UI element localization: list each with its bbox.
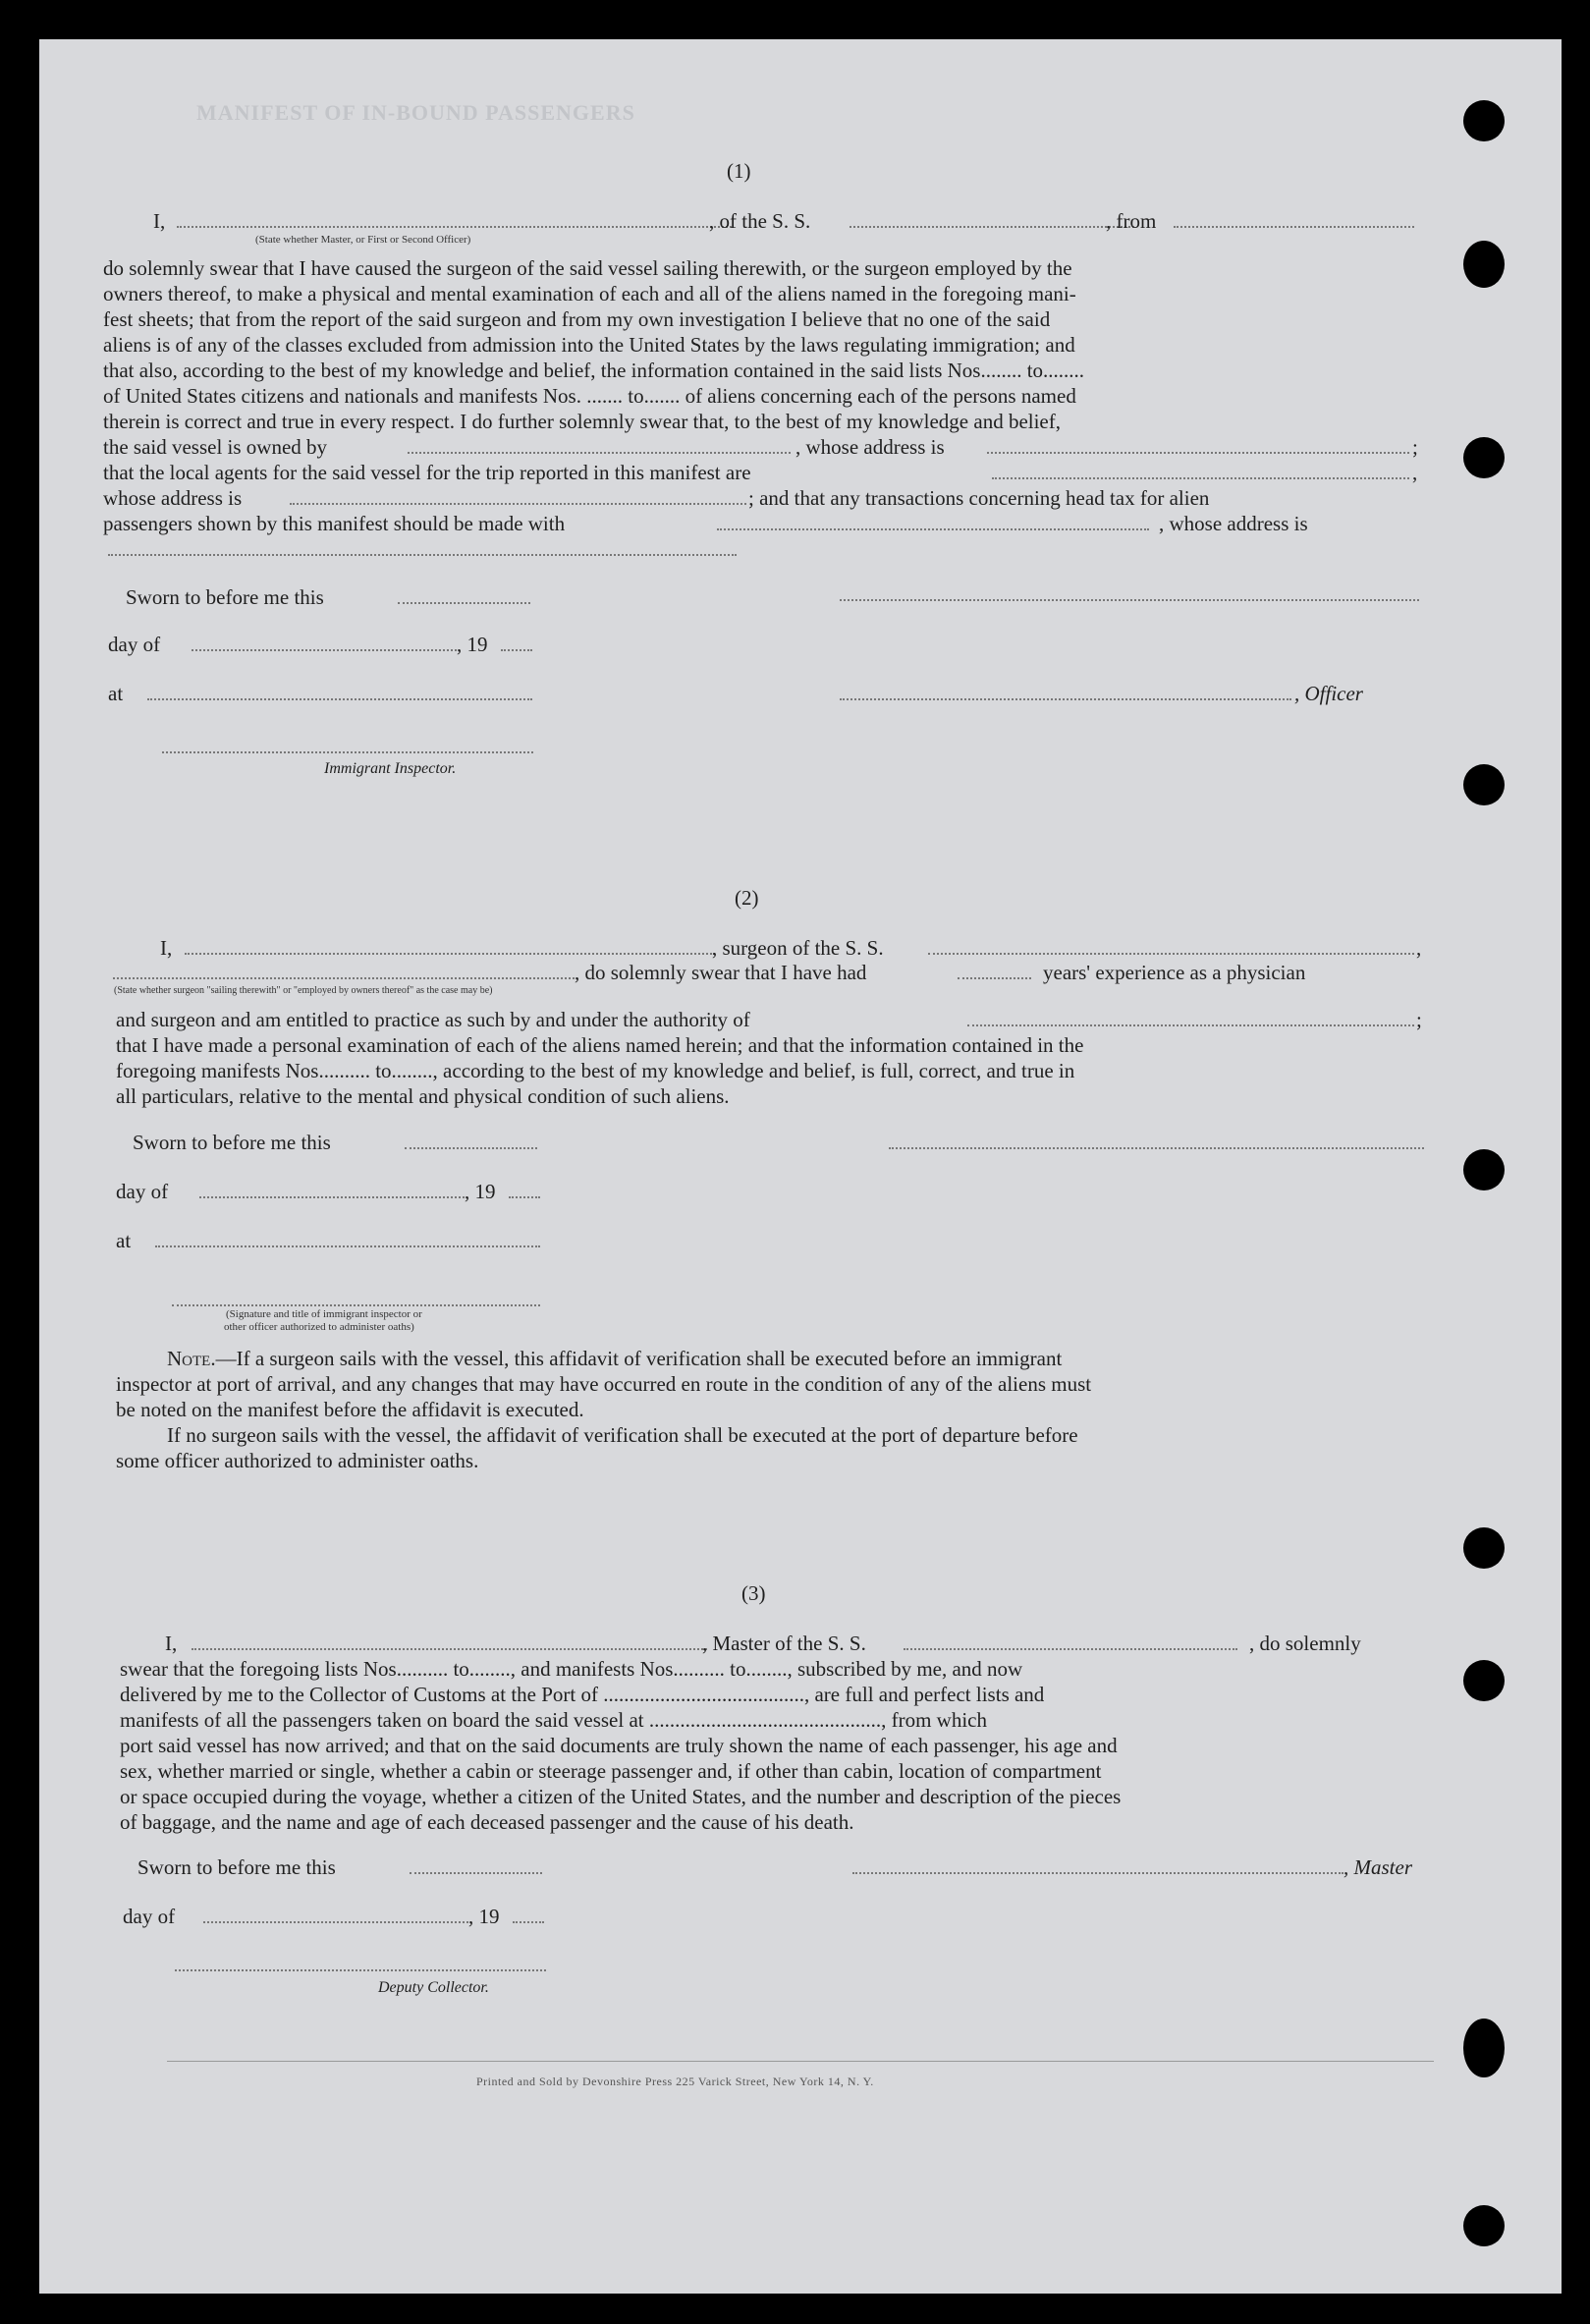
- body-line: therein is correct and true in every respect. I do further solemnly swear that, to the best of my knowledge and belief,: [103, 410, 1061, 433]
- payee-address-label: , whose address is: [1159, 512, 1308, 535]
- sworn-date-field[interactable]: [398, 602, 530, 604]
- year-field[interactable]: [513, 1921, 544, 1923]
- body-line: sex, whether married or single, whether a cabin or steerage passenger and, if other than cabin, location of compartment: [120, 1759, 1102, 1783]
- authority-label: and surgeon and am entitled to practice as such by and under the authority of: [116, 1008, 750, 1031]
- punch-hole: [1463, 1660, 1505, 1701]
- owned-by-label: the said vessel is owned by: [103, 435, 328, 459]
- day-of-label: day of: [116, 1180, 169, 1203]
- authority-field[interactable]: [967, 1024, 1414, 1026]
- body-line: port said vessel has now arrived; and that on the said documents are truly shown the name of each passenger, his age and: [120, 1734, 1118, 1757]
- body-line: delivered by me to the Collector of Customs at the Port of ......................................., are full and perfect lists and: [120, 1683, 1045, 1706]
- head-tax-payee-field[interactable]: [717, 528, 1149, 530]
- punch-hole: [1463, 1527, 1505, 1569]
- officer-label: , Officer: [1294, 682, 1363, 705]
- note-label: Note.: [167, 1347, 216, 1370]
- signature-hint: (Signature and title of immigrant inspector or: [226, 1308, 422, 1320]
- surgeon-status-field[interactable]: [113, 977, 575, 979]
- section-3-number: (3): [741, 1581, 766, 1605]
- officer-name-field[interactable]: [177, 226, 732, 228]
- body-line: that also, according to the best of my knowledge and belief, the information contained in the said lists Nos........ to........: [103, 359, 1085, 382]
- section-2-number: (2): [735, 886, 759, 910]
- footer-rule: [167, 2061, 1434, 2062]
- sworn-label: Sworn to before me this: [126, 585, 324, 609]
- day-of-field[interactable]: [199, 1196, 465, 1198]
- section-2-note: [116, 1346, 1427, 1473]
- at-field[interactable]: [147, 698, 532, 700]
- surgeon-name-field[interactable]: [185, 953, 715, 955]
- body-line: of baggage, and the name and age of each deceased passenger and the cause of his death.: [120, 1810, 854, 1834]
- section-3-body: [120, 1656, 1431, 1835]
- year-field[interactable]: [501, 649, 532, 651]
- section-2-body: [116, 1032, 1422, 1109]
- punch-hole: [1463, 437, 1505, 478]
- years-experience-field[interactable]: [958, 977, 1031, 979]
- body-line: of United States citizens and nationals and manifests Nos. ....... to....... of aliens concerning each of the persons named: [103, 384, 1076, 408]
- agents-field[interactable]: [992, 477, 1409, 479]
- year-label: , 19: [468, 1905, 500, 1928]
- body-line: owners thereof, to make a physical and mental examination of each and all of the aliens named in the foregoing mani-: [103, 282, 1076, 305]
- punch-hole: [1463, 100, 1505, 141]
- punch-hole: [1463, 764, 1505, 805]
- master-of-label: , Master of the S. S.: [702, 1632, 866, 1655]
- surgeon-of-label: , surgeon of the S. S.: [712, 936, 884, 960]
- collector-signature-line[interactable]: [175, 1969, 546, 1971]
- signature-hint: other officer authorized to administer oaths): [224, 1321, 414, 1333]
- bleed-through-text: MANIFEST OF IN-BOUND PASSENGERS: [196, 100, 635, 125]
- body-line: all particulars, relative to the mental and physical condition of such aliens.: [116, 1084, 730, 1108]
- owner-address-label: , whose address is: [795, 435, 945, 459]
- punch-hole: [1463, 2019, 1505, 2077]
- day-of-label: day of: [123, 1905, 176, 1928]
- punctuation: ,: [1416, 936, 1422, 960]
- punctuation: ;: [1416, 1008, 1422, 1031]
- punch-hole: [1463, 241, 1505, 288]
- section-3-i: I,: [165, 1632, 178, 1655]
- officer-title-line[interactable]: [840, 698, 1291, 700]
- owner-address-field[interactable]: [987, 452, 1409, 454]
- day-of-field[interactable]: [203, 1921, 468, 1923]
- at-label: at: [108, 682, 124, 705]
- agents-address-label: whose address is: [103, 486, 243, 510]
- passengers-label: passengers shown by this manifest should be made with: [103, 512, 566, 535]
- section-2-i: I,: [160, 936, 173, 960]
- inspector-signature-line[interactable]: [172, 1304, 540, 1306]
- surgeon-signature-line[interactable]: [889, 1147, 1424, 1149]
- do-solemnly-label: , do solemnly: [1249, 1632, 1361, 1655]
- printer-imprint: Printed and Sold by Devonshire Press 225 Varick Street, New York 14, N. Y.: [476, 2075, 874, 2088]
- master-vessel-field[interactable]: [904, 1648, 1237, 1650]
- owner-field[interactable]: [408, 452, 791, 454]
- day-of-field[interactable]: [192, 649, 457, 651]
- at-field[interactable]: [155, 1245, 540, 1247]
- head-tax-label: ; and that any transactions concerning head tax for alien: [748, 486, 1210, 510]
- agents-address-field[interactable]: [290, 503, 746, 505]
- day-of-label: day of: [108, 633, 161, 656]
- note-line: If no surgeon sails with the vessel, the affidavit of verification shall be executed at the port of departure before: [167, 1423, 1078, 1447]
- sworn-date-field[interactable]: [405, 1147, 537, 1149]
- master-signature-line[interactable]: [852, 1872, 1343, 1874]
- of-the-ss-label: , of the S. S.: [709, 209, 811, 233]
- vessel-name-field[interactable]: [850, 226, 1134, 228]
- body-line: do solemnly swear that I have caused the surgeon of the said vessel sailing therewith, or the surgeon employed by the: [103, 256, 1072, 280]
- from-label: , from: [1106, 209, 1157, 233]
- agents-label: that the local agents for the said vessel for the trip reported in this manifest are: [103, 461, 751, 484]
- note-line: some officer authorized to administer oaths.: [116, 1449, 479, 1472]
- note-line: be noted on the manifest before the affidavit is executed.: [116, 1398, 584, 1421]
- punch-hole: [1463, 1149, 1505, 1190]
- punch-hole: [1463, 2205, 1505, 2246]
- inspector-signature-line[interactable]: [162, 751, 533, 753]
- body-line: that I have made a personal examination of each of the aliens named herein; and that the information contained in the: [116, 1033, 1084, 1057]
- note-line: inspector at port of arrival, and any changes that may have occurred en route in the condition of any of the aliens must: [116, 1372, 1092, 1396]
- section-1-number: (1): [727, 159, 751, 183]
- body-line: foregoing manifests Nos.......... to........, according to the best of my knowledge and belief, is full, correct, and true in: [116, 1059, 1075, 1082]
- body-line: swear that the foregoing lists Nos.......... to........, and manifests Nos.......... to........, subscribed by me, and now: [120, 1657, 1023, 1681]
- years-experience-label: years' experience as a physician: [1043, 961, 1306, 984]
- from-port-field[interactable]: [1174, 226, 1414, 228]
- year-label: , 19: [457, 633, 488, 656]
- note-line: —If a surgeon sails with the vessel, this affidavit of verification shall be executed before an immigrant: [215, 1347, 1063, 1370]
- body-line: fest sheets; that from the report of the said surgeon and from my own investigation I believe that no one of the said: [103, 307, 1051, 331]
- collector-label: Deputy Collector.: [378, 1979, 489, 1996]
- punctuation: ,: [1412, 461, 1418, 484]
- body-line: or space occupied during the voyage, whether a citizen of the United States, and the number and description of the pieces: [120, 1785, 1122, 1808]
- year-field[interactable]: [509, 1196, 540, 1198]
- payee-address-field[interactable]: [108, 554, 737, 556]
- surgeon-hint: (State whether surgeon "sailing therewith" or "employed by owners thereof" as the case may be): [114, 985, 493, 996]
- solemnly-swear-label: , do solemnly swear that I have had: [575, 961, 867, 984]
- section-1-i: I,: [153, 209, 166, 233]
- year-label: , 19: [465, 1180, 496, 1203]
- officer-hint: (State whether Master, or First or Second Officer): [255, 234, 471, 246]
- master-name-field[interactable]: [192, 1648, 707, 1650]
- officer-signature-line[interactable]: [840, 599, 1419, 601]
- sworn-label: Sworn to before me this: [133, 1131, 331, 1154]
- at-label: at: [116, 1229, 132, 1252]
- section-1-body: [103, 255, 1419, 434]
- body-line: manifests of all the passengers taken on board the said vessel at ............................................., from which: [120, 1708, 987, 1732]
- manifest-form-page: [39, 39, 1562, 2294]
- sworn-date-field[interactable]: [410, 1872, 542, 1874]
- surgeon-vessel-field[interactable]: [928, 953, 1414, 955]
- body-line: aliens is of any of the classes excluded from admission into the United States by the laws regulating immigration; and: [103, 333, 1075, 357]
- inspector-label: Immigrant Inspector.: [324, 760, 457, 777]
- sworn-label: Sworn to before me this: [137, 1855, 336, 1879]
- master-label: , Master: [1343, 1855, 1412, 1879]
- punctuation: ;: [1412, 435, 1418, 459]
